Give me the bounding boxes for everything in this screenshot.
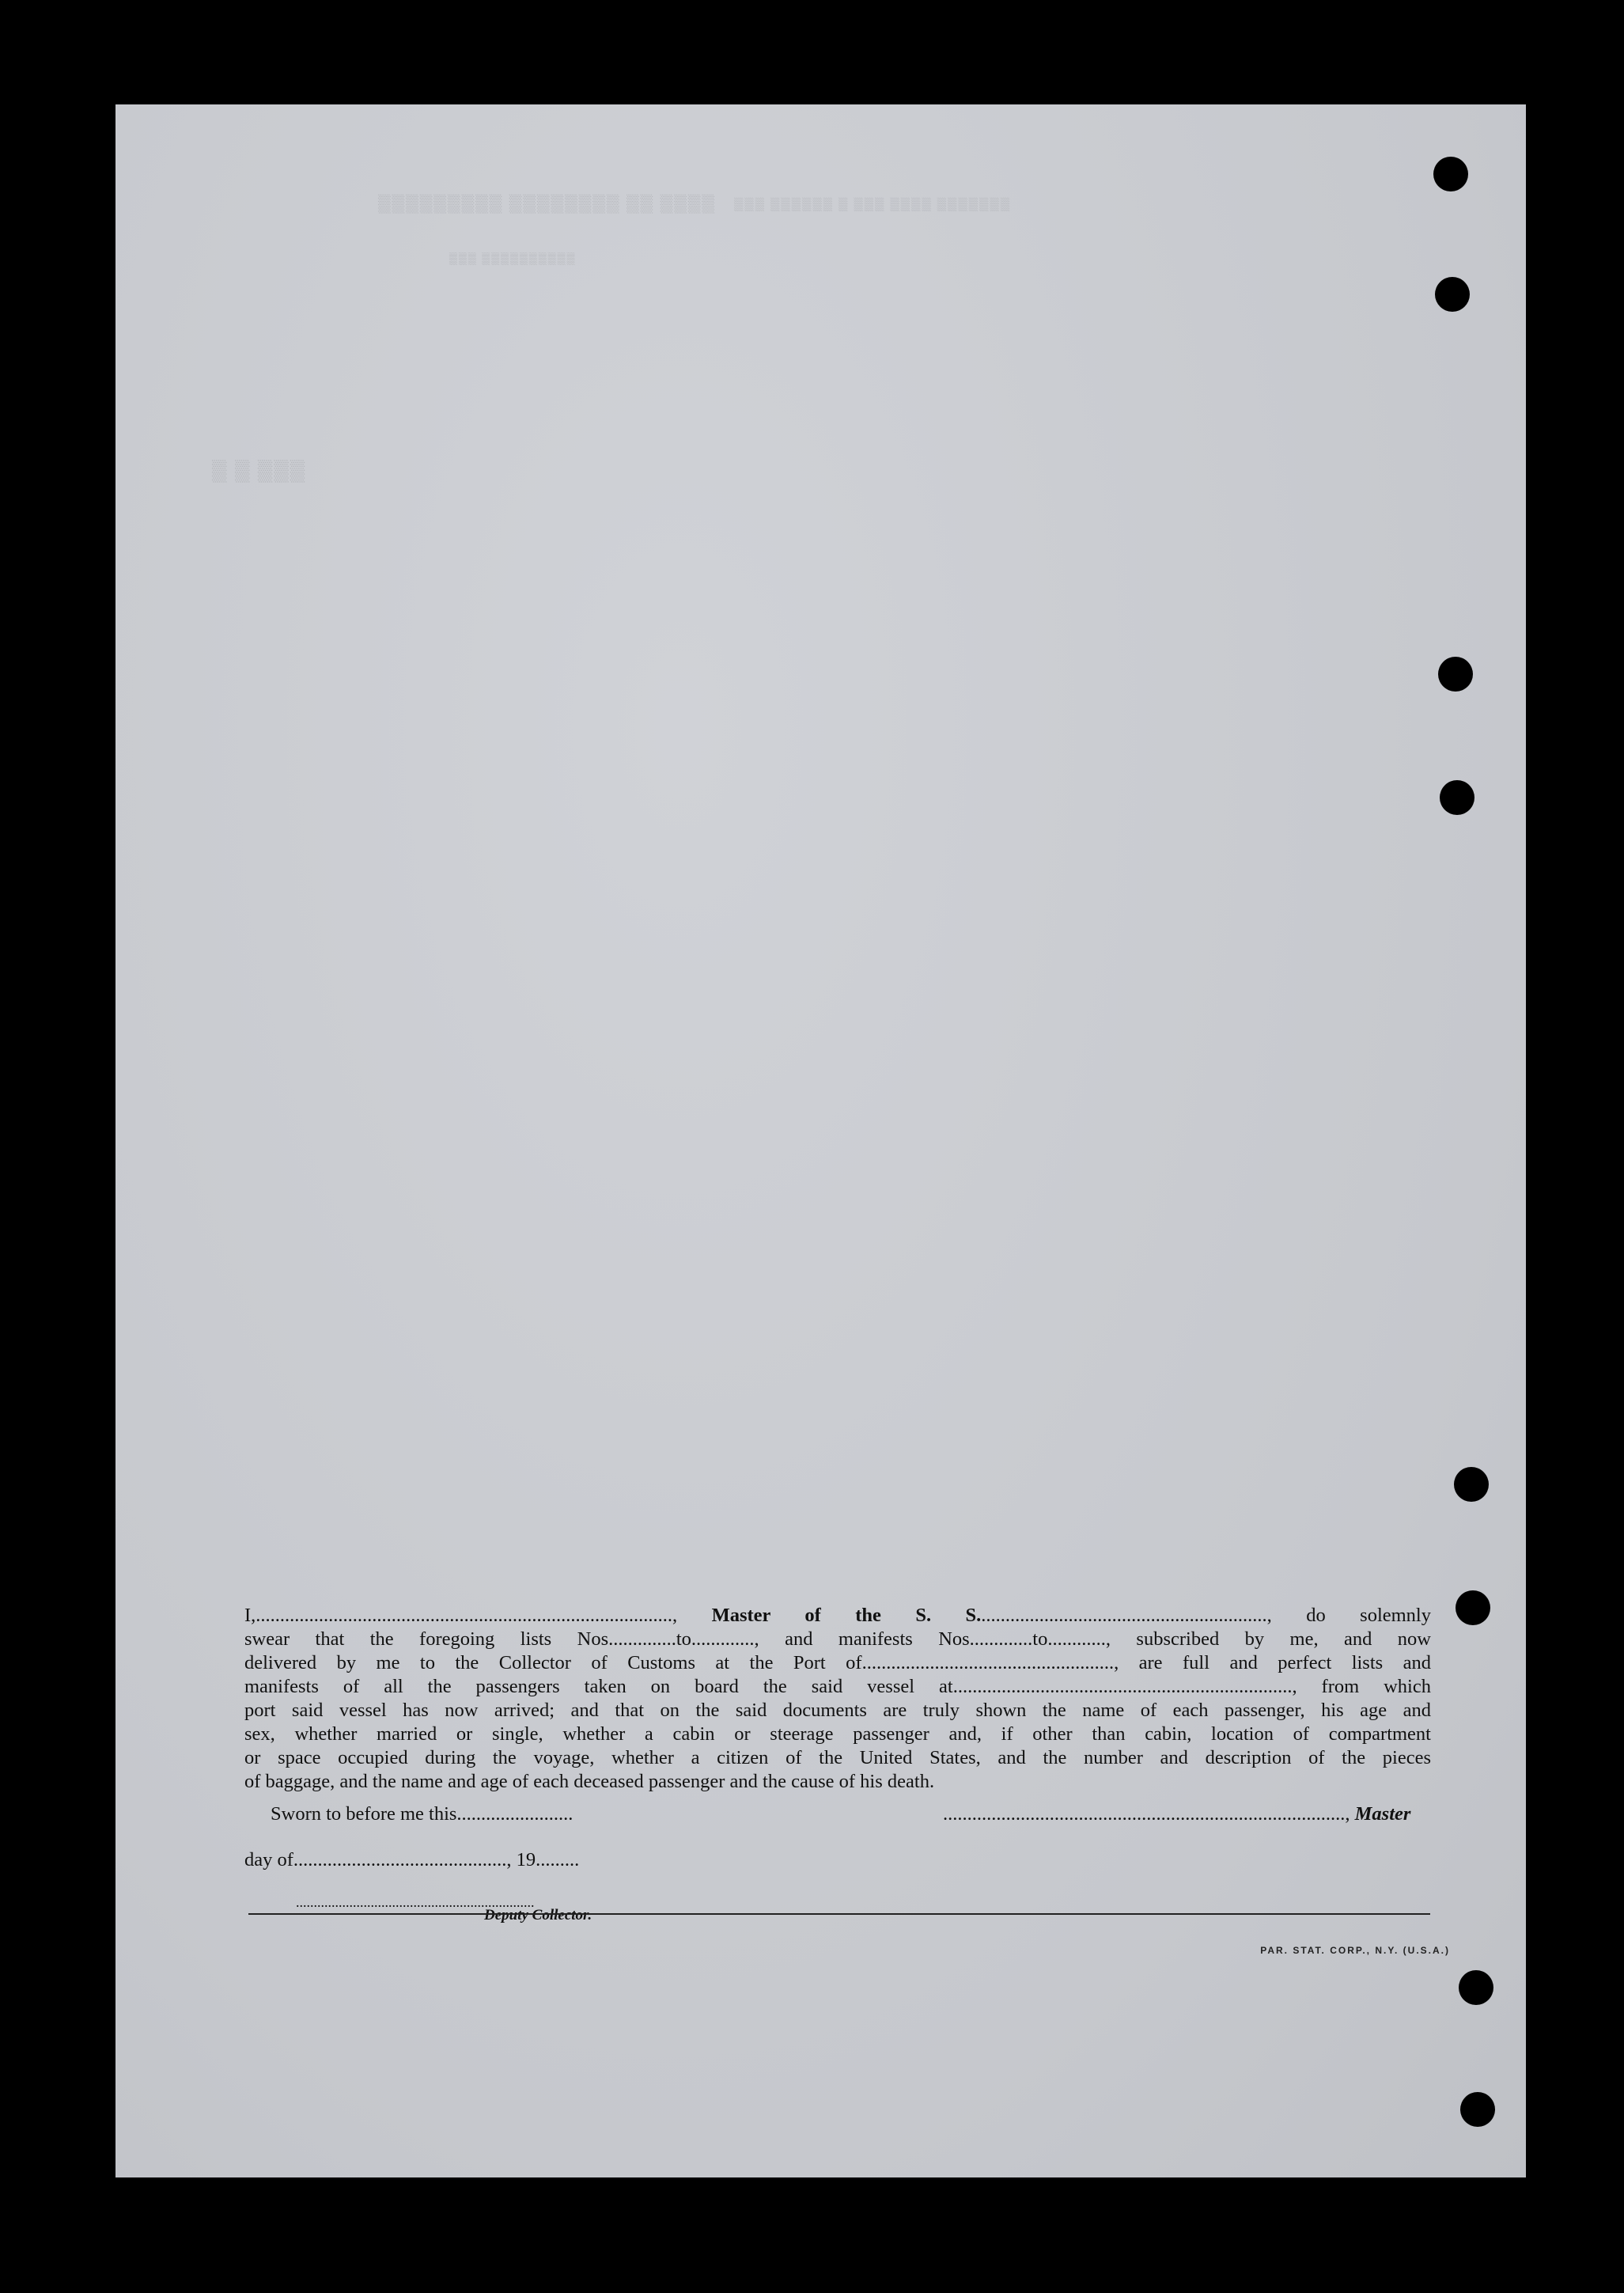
bleed-through-text: ▒▒▒▒▒▒▒▒▒▒ ▒▒▒ (448, 253, 575, 265)
punch-hole (1459, 1970, 1493, 2005)
oath-line-4: manifests of all the passengers taken on board the said vessel at......................................................................, from which (244, 1676, 1431, 1697)
punch-hole (1460, 2092, 1495, 2127)
master-of-ss-label: Master of the S. S. (711, 1605, 982, 1626)
punch-hole (1433, 157, 1468, 191)
oath-line-1: I,......................................................................................, Master of the S. S............................................................, do solemnly (244, 1605, 1431, 1626)
bleed-through-text: ▒▒▒▒ ▒▒ ▒▒▒▒▒▒▒▒ ▒▒▒▒▒▒▒▒▒ (377, 193, 714, 213)
bleed-through-text: ▒▒▒ ▒ ▒ (210, 459, 305, 482)
punch-hole (1435, 277, 1470, 312)
oath-line-2: swear that the foregoing lists Nos..............to............., and manifests Nos.............to............, subscribed by me, and now (244, 1628, 1431, 1650)
oath-paragraph (244, 1604, 1431, 1794)
bottom-rule (248, 1913, 1430, 1915)
punch-hole (1454, 1467, 1489, 1502)
oath-line-6: sex, whether married or single, whether a cabin or steerage passenger and, if other than cabin, location of compartment (244, 1723, 1431, 1745)
master-label: Master (1354, 1803, 1411, 1825)
deputy-collector-label: Deputy Collector. (484, 1907, 592, 1923)
deputy-collector-line: ................................................................... (296, 1894, 535, 1910)
printer-imprint: PAR. STAT. CORP., N.Y. (U.S.A.) (1260, 1945, 1450, 1956)
oath-line-3: delivered by me to the Collector of Customs at the Port of...................................................., are full and perfect lists and (244, 1652, 1431, 1673)
oath-line-5: port said vessel has now arrived; and that on the said documents are truly shown the name of each passenger, his age and (244, 1700, 1431, 1721)
manifest-back-page (115, 104, 1526, 2177)
master-signature-line: ..................................................................................., Master (943, 1803, 1411, 1825)
punch-hole (1440, 780, 1474, 815)
punch-hole (1456, 1590, 1490, 1625)
sworn-line: Sworn to before me this........................ (271, 1803, 574, 1825)
day-of-line: day of............................................, 19......... (244, 1849, 580, 1870)
punch-hole (1438, 657, 1473, 692)
oath-line-7: or space occupied during the voyage, whether a citizen of the United States, and the number and description of the pieces (244, 1747, 1431, 1768)
oath-line-8: of baggage, and the name and age of each deceased passenger and the cause of his death. (244, 1771, 935, 1792)
bleed-through-text: ▒▒▒▒▒▒▒ ▒▒▒▒ ▒▒▒ ▒ ▒▒▒▒▒▒ ▒▒▒ (733, 198, 1010, 211)
